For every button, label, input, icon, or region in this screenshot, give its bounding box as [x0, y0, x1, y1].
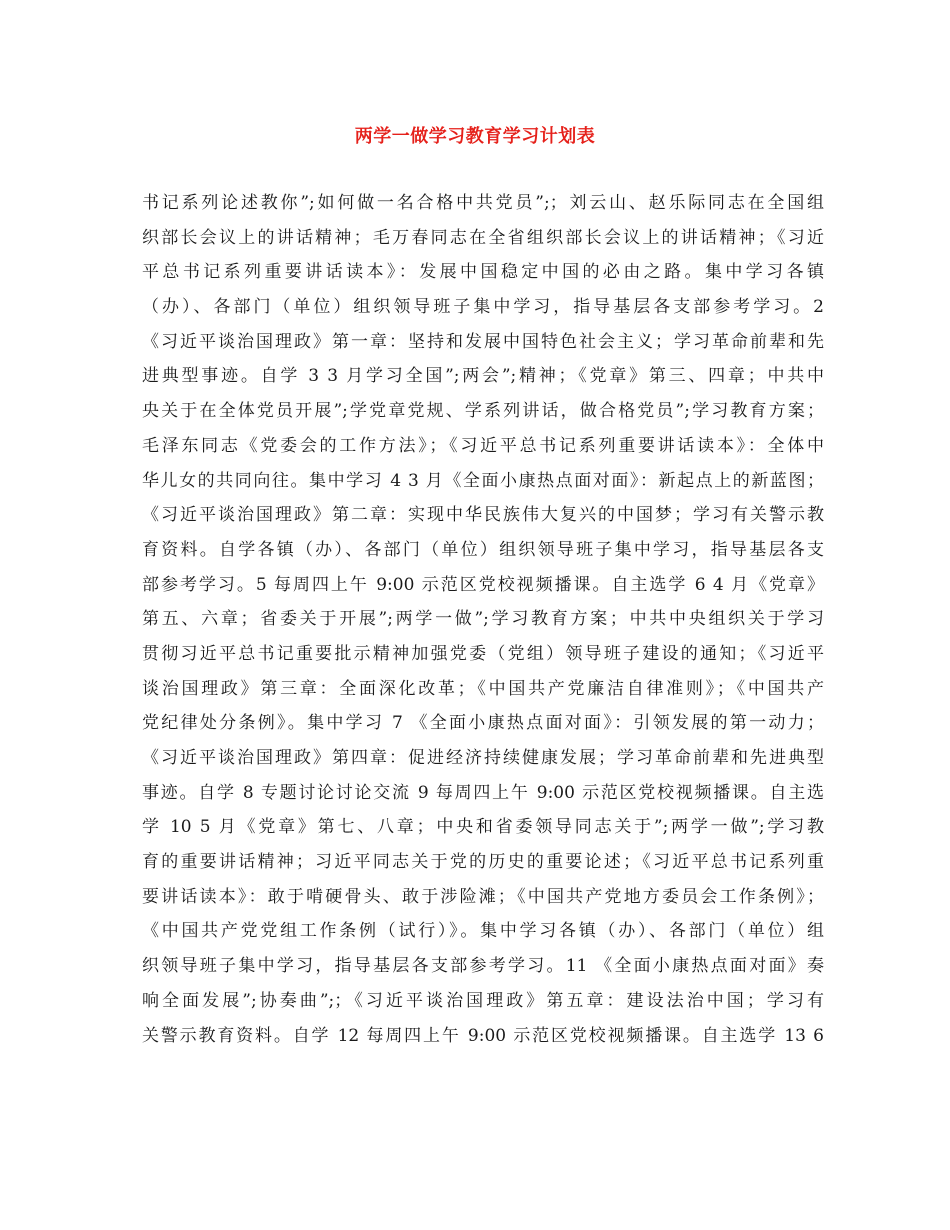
body-line: 《习近平谈治国理政》第一章：坚持和发展中国特色社会主义；学习革命前辈和先: [142, 331, 824, 352]
body-line: 党纪律处分条例》。集中学习 7 《全面小康热点面对面》：引领发展的第一动力；: [142, 713, 824, 734]
body-line: 《习近平谈治国理政》第二章：实现中华民族伟大复兴的中国梦；学习有关警示教: [142, 505, 824, 526]
body-line: 部参考学习。5 每周四上午 9:00 示范区党校视频播课。自主选学 6 4 月《党章》: [142, 574, 824, 595]
body-line: 育的重要讲话精神；习近平同志关于党的历史的重要论述；《习近平总书记系列重: [142, 852, 824, 873]
body-line: 毛泽东同志《党委会的工作方法》；《习近平总书记系列重要讲话读本》：全体中: [142, 435, 824, 456]
body-line: 平总书记系列重要讲话读本》：发展中国稳定中国的必由之路。集中学习各镇: [142, 262, 824, 283]
body-line: 关警示教育资料。自学 12 每周四上午 9:00 示范区党校视频播课。自主选学 13 6: [142, 1025, 824, 1046]
document-title: 两学一做学习教育学习计划表: [354, 126, 596, 147]
body-line: 华儿女的共同向往。集中学习 4 3 月《全面小康热点面对面》：新起点上的新蓝图；: [142, 470, 824, 491]
body-line: 贯彻习近平总书记重要批示精神加强党委（党组）领导班子建设的通知；《习近平: [142, 643, 824, 664]
body-line: 《习近平谈治国理政》第四章：促进经济持续健康发展；学习革命前辈和先进典型: [142, 748, 824, 768]
body-line: 响全面发展”;协奏曲”;；《习近平谈治国理政》第五章：建设法治中国；学习有: [142, 990, 824, 1011]
body-line: 学 10 5 月《党章》第七、八章；中央和省委领导同志关于”;两学一做”;学习教: [142, 817, 824, 838]
body-line: 事迹。自学 8 专题讨论讨论交流 9 每周四上午 9:00 示范区党校视频播课。自主选: [142, 782, 824, 803]
body-line: 谈治国理政》第三章：全面深化改革；《中国共产党廉洁自律准则》；《中国共产: [142, 678, 824, 699]
body-line: 织领导班子集中学习，指导基层各支部参考学习。11 《全面小康热点面对面》奏: [142, 956, 824, 977]
body-line: 进典型事迹。自学 3 3 月学习全国”;两会”;精神；《党章》第三、四章；中共中: [142, 366, 824, 387]
body-line: 第五、六章；省委关于开展”;两学一做”;学习教育方案；中共中央组织关于学习: [142, 609, 824, 630]
body-line: 要讲话读本》：敢于啃硬骨头、敢于涉险滩；《中国共产党地方委员会工作条例》；: [142, 886, 824, 907]
document-body: [142, 186, 824, 1053]
body-line: 书记系列论述教你”;如何做一名合格中共党员”;；刘云山、赵乐际同志在全国组: [142, 193, 824, 213]
body-line: （办）、各部门（单位）组织领导班子集中学习，指导基层各支部参考学习。2: [142, 297, 824, 318]
body-line: 央关于在全体党员开展”;学党章党规、学系列讲话，做合格党员”;学习教育方案；: [142, 401, 824, 422]
body-line: 育资料。自学各镇（办）、各部门（单位）组织领导班子集中学习，指导基层各支: [142, 539, 824, 560]
body-line: 织部长会议上的讲话精神；毛万春同志在全省组织部长会议上的讲话精神；《习近: [142, 227, 824, 248]
body-line: 《中国共产党党组工作条例（试行）》。集中学习各镇（办）、各部门（单位）组: [142, 921, 824, 942]
